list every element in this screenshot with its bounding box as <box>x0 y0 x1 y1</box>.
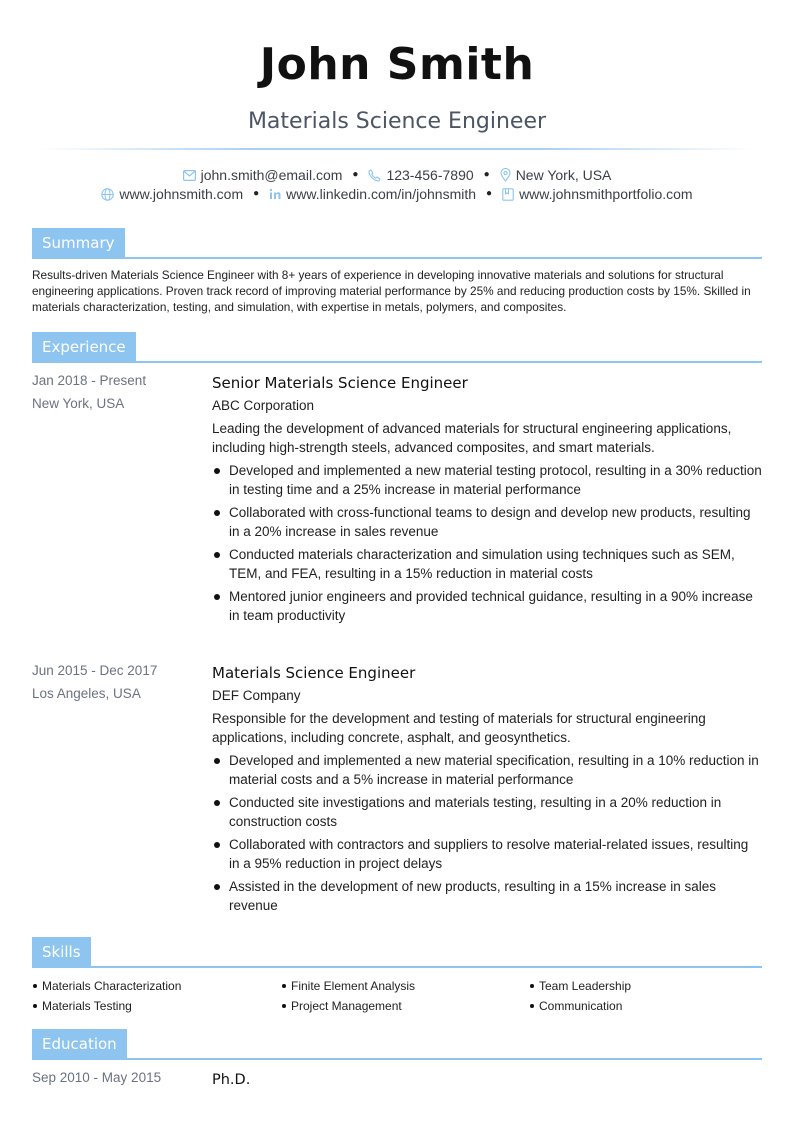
job-bullet: Mentored junior engineers and provided technical guidance, resulting in a 90% increase in team productivity <box>212 587 762 625</box>
job-bullet: Conducted site investigations and materials testing, resulting in a 20% reduction in construction costs <box>212 793 762 831</box>
skill-item: Team Leadership <box>529 976 631 996</box>
job-company: ABC Corporation <box>212 398 315 413</box>
job-bullet: Developed and implemented a new material testing protocol, resulting in a 30% reduction in testing time and a 25% increase in material performance <box>212 461 762 499</box>
section-rule <box>32 361 762 363</box>
job-entry <box>212 373 762 629</box>
section-rule <box>32 257 762 259</box>
map-pin-icon <box>500 168 511 182</box>
job-title: Senior Materials Science Engineer <box>212 374 468 392</box>
job-title: Materials Science Engineer <box>212 664 416 682</box>
section-rule <box>32 1058 762 1060</box>
linkedin-icon <box>269 188 281 200</box>
phone-icon <box>368 169 381 182</box>
envelope-icon <box>183 170 196 181</box>
job-meta <box>32 662 202 703</box>
section-label: Skills <box>32 937 91 967</box>
linkedin-text: www.linkedin.com/in/johnsmith <box>286 186 477 202</box>
globe-icon <box>101 188 114 201</box>
experience-section-header <box>32 332 762 364</box>
job-meta <box>32 372 202 413</box>
education-section-header <box>32 1029 762 1061</box>
separator-dot: ● <box>483 169 490 180</box>
skills-column <box>529 976 631 1016</box>
bookmark-icon <box>502 188 514 201</box>
skill-item: Communication <box>529 996 631 1016</box>
contact-website[interactable] <box>101 185 243 203</box>
title-divider <box>40 148 754 150</box>
contact-location <box>500 166 612 184</box>
job-bullet: Collaborated with contractors and suppliers to resolve material-related issues, resulting in a 95% reduction in project delays <box>212 835 762 873</box>
skill-item: Materials Characterization <box>32 976 181 996</box>
job-bullet: Developed and implemented a new material specification, resulting in a 10% reduction in material costs and a 5% increase in material performance <box>212 751 762 789</box>
candidate-name: John Smith <box>259 39 535 90</box>
website-text: www.johnsmith.com <box>119 186 244 202</box>
section-label: Education <box>32 1029 127 1059</box>
section-label: Experience <box>32 332 136 362</box>
email-text: john.smith@email.com <box>200 167 343 183</box>
skills-column <box>281 976 415 1016</box>
location-text: New York, USA <box>515 167 612 183</box>
job-location: New York, USA <box>32 396 125 411</box>
job-bullets <box>212 461 762 625</box>
contact-portfolio[interactable] <box>502 185 693 203</box>
job-bullet: Conducted materials characterization and simulation using techniques such as SEM, TEM, and FEA, resulting in a 15% reduction in material costs <box>212 545 762 583</box>
job-location: Los Angeles, USA <box>32 686 141 701</box>
skill-item: Finite Element Analysis <box>281 976 415 996</box>
contact-linkedin[interactable] <box>269 185 476 203</box>
skill-item: Materials Testing <box>32 996 181 1016</box>
separator-dot: ● <box>352 169 359 180</box>
contact-email[interactable] <box>183 166 343 184</box>
job-description: Responsible for the development and testing of materials for structural engineering applications, including concrete, asphalt, and geosynthetics. <box>212 711 706 745</box>
separator-dot: ● <box>486 188 493 199</box>
job-title-heading: Materials Science Engineer <box>247 109 547 134</box>
job-bullets <box>212 751 762 915</box>
job-dates: Jan 2018 - Present <box>32 373 147 388</box>
skills-column <box>32 976 181 1016</box>
phone-text: 123-456-7890 <box>386 167 474 183</box>
skills-section-header <box>32 937 762 969</box>
skill-item: Project Management <box>281 996 415 1016</box>
job-entry <box>212 663 762 919</box>
job-bullet: Assisted in the development of new products, resulting in a 15% increase in sales revenue <box>212 877 762 915</box>
summary-text: Results-driven Materials Science Engineer with 8+ years of experience in developing innovative materials and solutions for structural engineering applications. Proven track record of improving material performance by 25% and reducing production costs by 15%. Skilled in materials characterization, testing, and simulation, with expertise in metals, polymers, and composites. <box>32 268 751 314</box>
section-label: Summary <box>32 228 125 258</box>
education-degree: Ph.D. <box>212 1072 251 1088</box>
contact-row-2 <box>0 185 794 203</box>
portfolio-text: www.johnsmithportfolio.com <box>519 186 693 202</box>
job-bullet: Collaborated with cross-functional teams to design and develop new products, resulting in a 20% increase in sales revenue <box>212 503 762 541</box>
education-dates: Sep 2010 - May 2015 <box>32 1070 162 1085</box>
summary-section-header <box>32 228 762 260</box>
job-description: Leading the development of advanced materials for structural engineering applications, including high-strength steels, advanced composites, and smart materials. <box>212 421 732 455</box>
separator-dot: ● <box>253 188 260 199</box>
contact-phone[interactable] <box>368 166 473 184</box>
job-dates: Jun 2015 - Dec 2017 <box>32 663 158 678</box>
section-rule <box>32 966 762 968</box>
contact-row-1 <box>0 166 794 184</box>
job-company: DEF Company <box>212 688 301 703</box>
